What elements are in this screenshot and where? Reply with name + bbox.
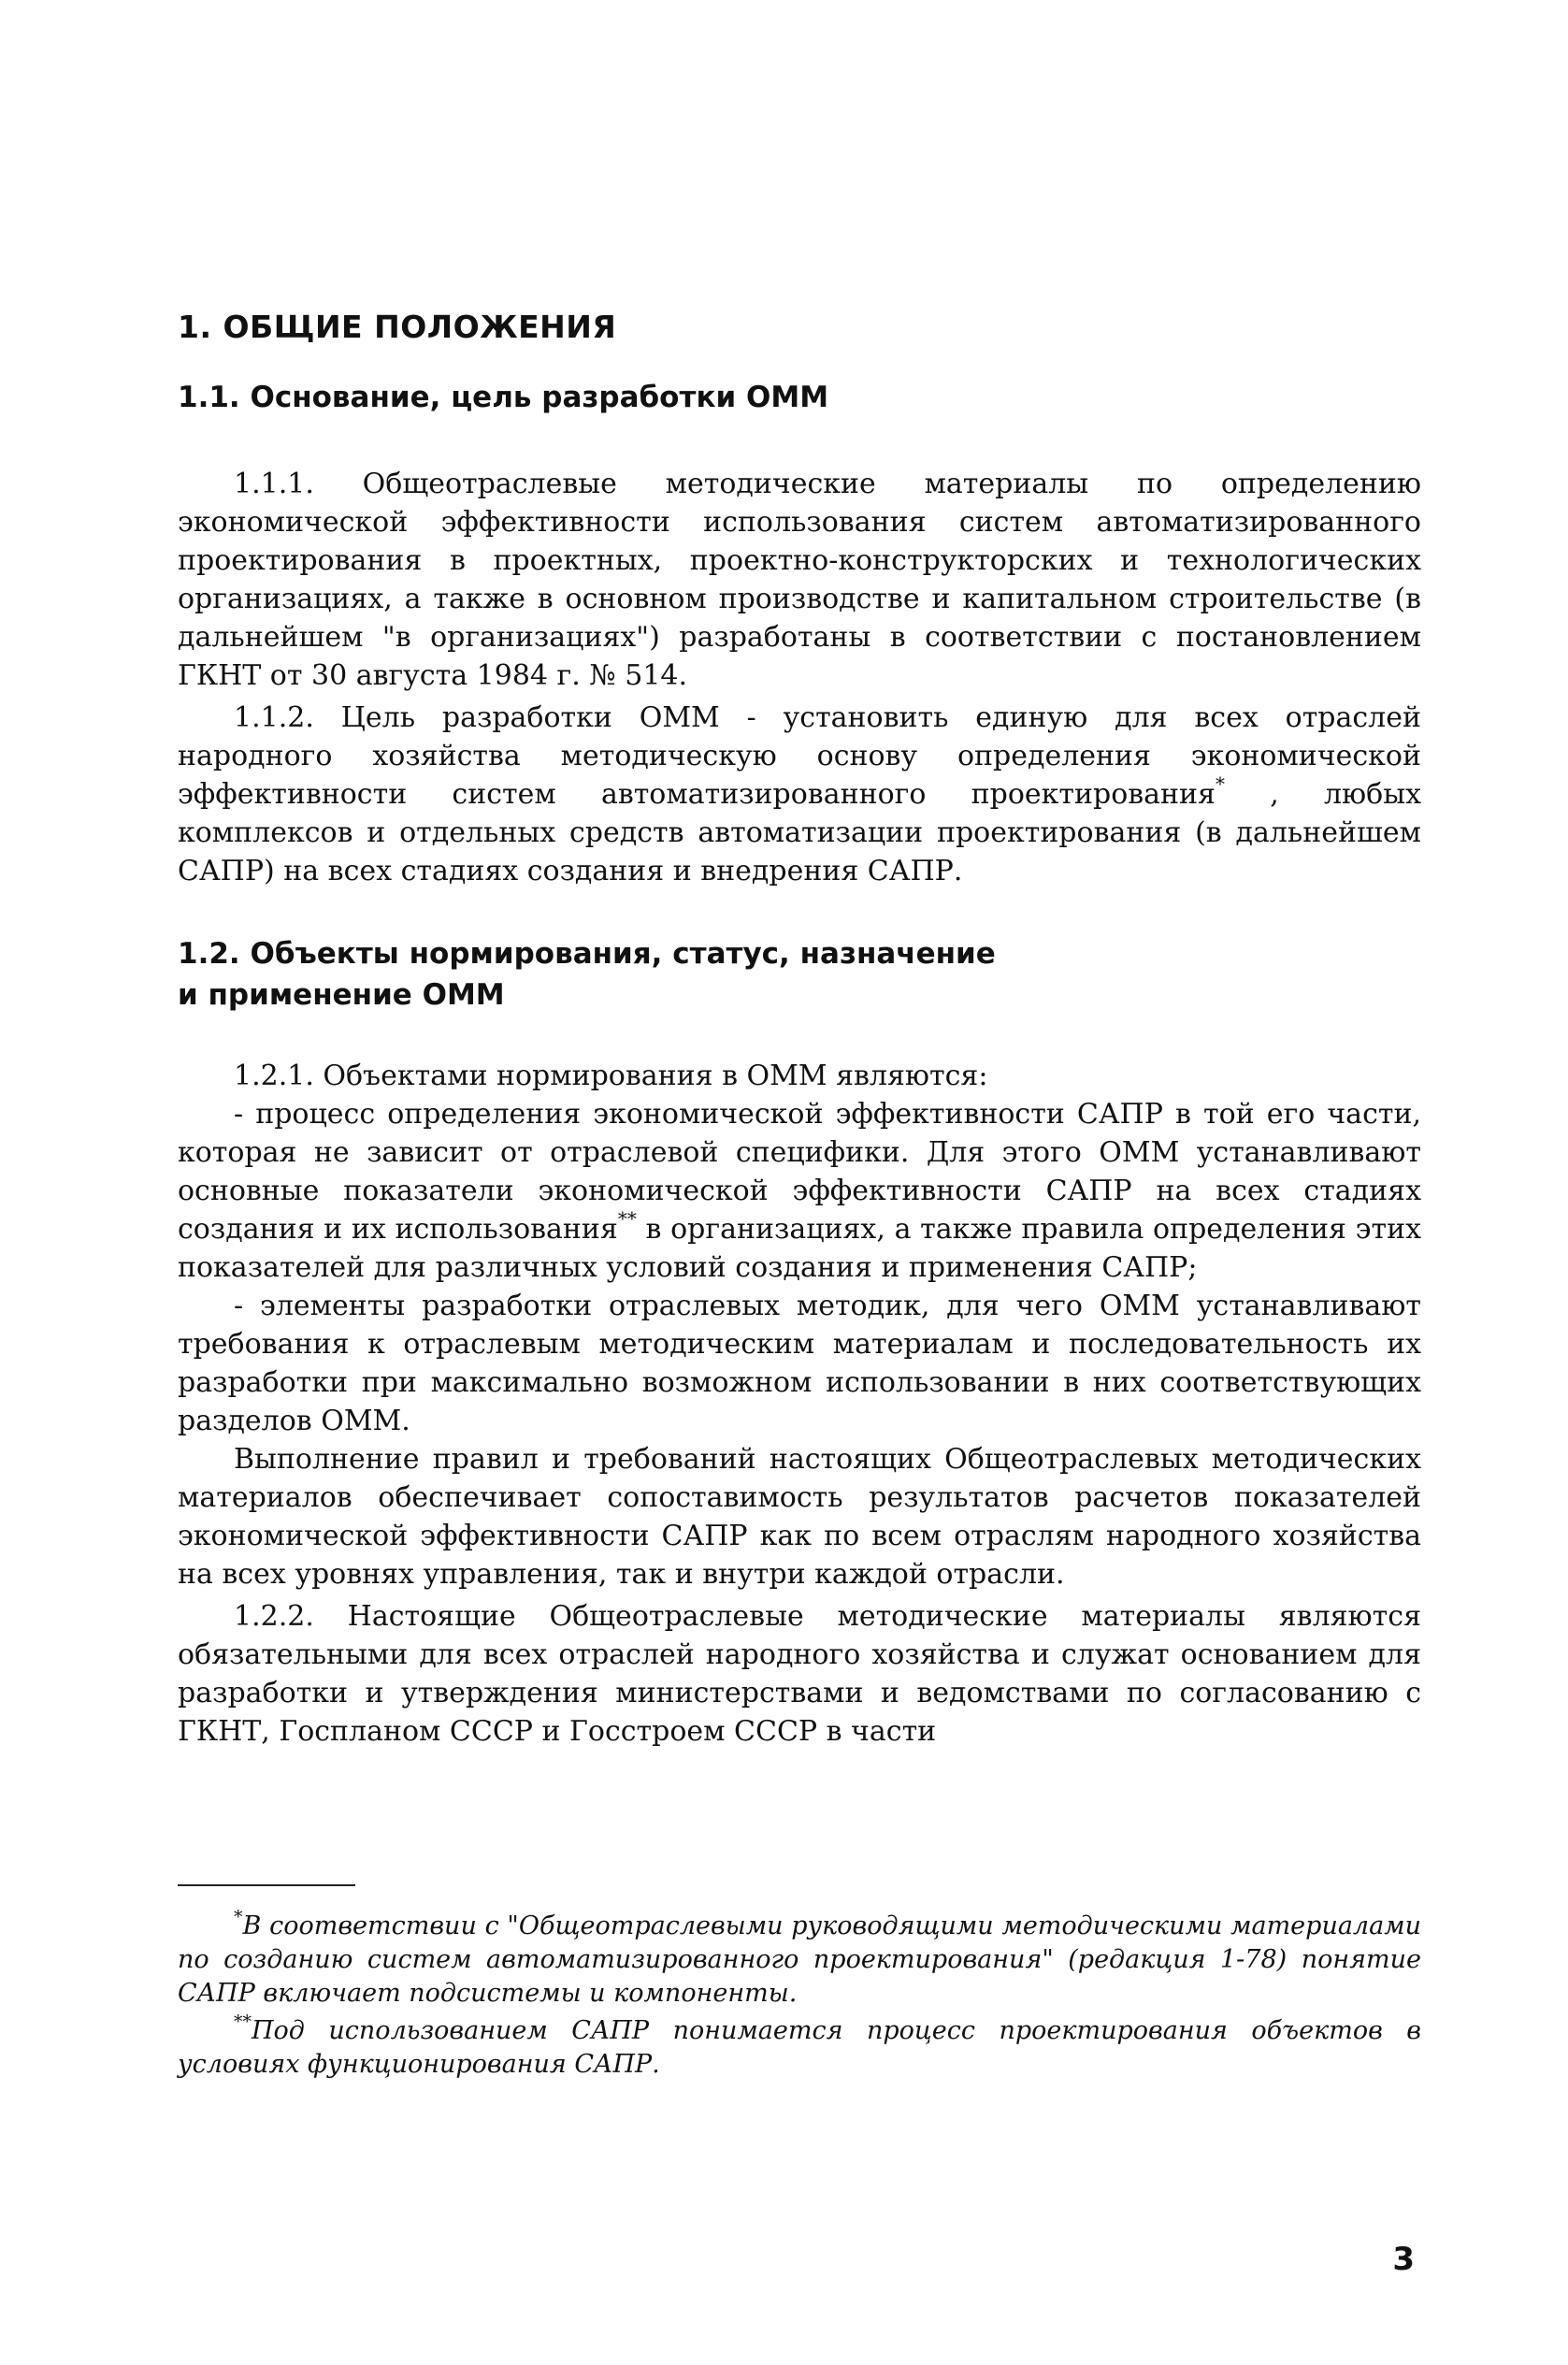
paragraph-1-1-2 xyxy=(178,699,1421,890)
main-content xyxy=(178,309,1421,1751)
footnote-1-mark: * xyxy=(234,1907,243,1927)
list-item-2: - элементы разработки отраслевых методик, для чего ОММ устанавливают требования к отраслевым методическим материалам и последовательность их разработки при максимально возможном использовании в них соответствующих разделов ОММ. xyxy=(178,1290,1421,1437)
footnote-1 xyxy=(178,1907,1421,2011)
page-number: 3 xyxy=(1392,2241,1415,2278)
section-title: 1. ОБЩИЕ ПОЛОЖЕНИЯ xyxy=(178,309,617,345)
footnote-2 xyxy=(178,2014,1421,2082)
paragraph-1-2-1: 1.2.1. Объектами нормирования в ОММ являются: xyxy=(234,1060,988,1092)
footnote-2-mark: ** xyxy=(234,2012,252,2032)
paragraph-1-2-2: 1.2.2. Настоящие Общеотраслевые методические материалы являются обязательными для всех отраслей народного хозяйства и служат основанием для разработки и утверждения министерствами и ведомствами по согласованию с ГКНТ, Госпланом СССР и Госстроем СССР в части xyxy=(178,1600,1421,1748)
footnote-2-text: Под использованием САПР понимается процесс проектирования объектов в условиях функционирования САПР. xyxy=(178,2016,1421,2079)
footnote-ref-1: * xyxy=(1215,772,1225,795)
list-item-1-text-cont: в организациях, а также правила определения этих показателей для различных условий создания и применения САПР; xyxy=(178,1213,1421,1284)
subsection-1-title: 1.1. Основание, цель разработки ОММ xyxy=(178,381,829,414)
footnotes xyxy=(178,1907,1421,2085)
list-item-1-text: - процесс определения экономической эффективности САПР в той его части, которая не зависит от отраслевой специфики. Для этого ОММ устанавливают основные показатели экономической эффективности САПР на всех стадиях создания и их использования xyxy=(178,1098,1421,1246)
paragraph-1-1-2-text-cont: , любых комплексов и отдельных средств автоматизации проектирования (в дальнейшем САПР) на всех стадиях создания и внедрения САПР. xyxy=(178,778,1421,887)
subsection-2-title: 1.2. Объекты нормирования, статус, назначение и применение ОММ xyxy=(178,937,996,1012)
footnote-1-text: В соответствии с "Общеотраслевыми руководящими методическими материалами по созданию систем автоматизированного проектирования" (редакция 1-78) понятие САПР включает подсистемы и компоненты. xyxy=(178,1911,1421,2008)
paragraph-1-1-1: 1.1.1. Общеотраслевые методические материалы по определению экономической эффективности использования систем автоматизированного проектирования в проектных, проектно-конструкторских и технологических организациях, а также в основном производстве и капитальном строительстве (в дальнейшем "в организациях") разработаны в соответствии с постановлением ГКНТ от 30 августа 1984 г. № 514. xyxy=(178,468,1421,692)
paragraph-1-1-2-text: 1.1.2. Цель разработки ОММ - установить единую для всех отраслей народного хозяйства методическую основу определения экономической эффективности систем автоматизированного проектирования xyxy=(178,701,1421,811)
list-item-1 xyxy=(178,1095,1421,1287)
footnote-ref-2: ** xyxy=(617,1207,637,1230)
paragraph-compliance: Выполнение правил и требований настоящих Общеотраслевых методических материалов обеспечивает сопоставимость результатов расчетов показателей экономической эффективности САПР как по всем отраслям народного хозяйства на всех уровнях управления, так и внутри каждой отрасли. xyxy=(178,1443,1421,1591)
footnote-divider xyxy=(178,1884,355,1886)
